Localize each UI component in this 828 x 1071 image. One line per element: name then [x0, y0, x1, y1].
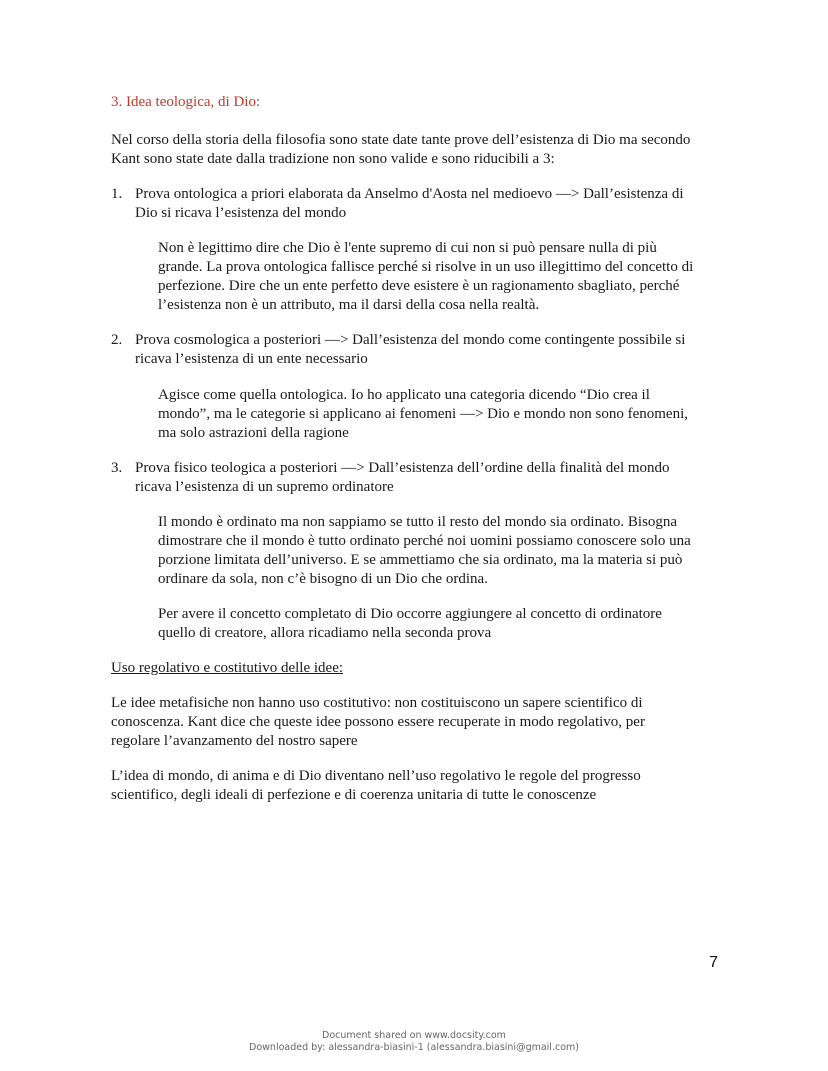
page-number: 7: [709, 954, 718, 971]
intro-line-1: Nel corso della storia della filosofia sono state date tante prove dell’esistenza di Dio ma secondo: [111, 132, 691, 148]
paragraph-1-line-3: regolare l’avanzamento del nostro sapere: [111, 733, 358, 749]
paragraph-1-line-1: Le idee metafisiche non hanno uso costitutivo: non costituiscono un sapere scientifico di: [111, 695, 643, 711]
proof-3-title-line-2: ricava l’esistenza di un supremo ordinatore: [135, 479, 394, 495]
proof-2-number: 2.: [111, 332, 123, 348]
proof-1-title-line-2: Dio si ricava l’esistenza del mondo: [135, 205, 347, 221]
proof-2-explanation-line-2: mondo”, ma le categorie si applicano ai fenomeni —> Dio e mondo non sono fenomeni,: [158, 406, 688, 422]
proof-2-title-line-2: ricava l’esistenza di un ente necessario: [135, 351, 368, 367]
proof-1-explanation-line-3: perfezione. Dire che un ente perfetto deve esistere è un ragionamento sbagliato, perché: [158, 278, 680, 294]
section-heading: 3. Idea teologica, di Dio:: [111, 94, 261, 110]
proof-1-explanation-line-4: l’esistenza non è un attributo, ma il darsi della cosa nella realtà.: [158, 297, 540, 313]
proof-3-note-line-1: Per avere il concetto completato di Dio occorre aggiungere al concetto di ordinatore: [158, 606, 662, 622]
footer-shared-line: Document shared on www.docsity.com: [322, 1030, 506, 1041]
proof-2-title-line-1: Prova cosmologica a posteriori —> Dall’esistenza del mondo come contingente possibile si: [135, 332, 686, 348]
proof-3-explanation-line-2: dimostrare che il mondo è tutto ordinato perché noi uomini possiamo conoscere solo una: [158, 533, 691, 549]
section-title: Uso regolativo e costitutivo delle idee:: [111, 660, 344, 676]
proof-3-explanation-line-4: ordinare da sola, non c’è bisogno di un Dio che ordina.: [158, 571, 488, 587]
proof-3-title-line-1: Prova fisico teologica a posteriori —> Dall’esistenza dell’ordine della finalità del mondo: [135, 460, 670, 476]
intro-line-2: Kant sono state date dalla tradizione non sono valide e sono riducibili a 3:: [111, 151, 555, 167]
footer-downloaded-line: Downloaded by: alessandra-biasini-1 (alessandra.biasini@gmail.com): [249, 1042, 579, 1053]
proof-3-explanation-line-3: porzione limitata dell’universo. E se ammettiamo che sia ordinato, ma la materia si può: [158, 552, 683, 568]
proof-1-number: 1.: [111, 186, 123, 202]
paragraph-2-line-2: scientifico, degli ideali di perfezione e di coerenza unitaria di tutte le conoscenze: [111, 787, 597, 803]
proof-1-explanation-line-1: Non è legittimo dire che Dio è l'ente supremo di cui non si può pensare nulla di più: [158, 240, 657, 256]
proof-3-explanation-line-1: Il mondo è ordinato ma non sappiamo se tutto il resto del mondo sia ordinato. Bisogna: [158, 514, 678, 530]
proof-3-number: 3.: [111, 460, 123, 476]
proof-1-explanation-line-2: grande. La prova ontologica fallisce perché si risolve in un uso illegittimo del concetto di: [158, 259, 694, 275]
proof-1-title-line-1: Prova ontologica a priori elaborata da Anselmo d'Aosta nel medioevo —> Dall’esistenza di: [135, 186, 684, 202]
paragraph-2-line-1: L’idea di mondo, di anima e di Dio diventano nell’uso regolativo le regole del progresso: [111, 768, 641, 784]
paragraph-1-line-2: conoscenza. Kant dice che queste idee possono essere recuperate in modo regolativo, per: [111, 714, 645, 730]
proof-2-explanation-line-3: ma solo astrazioni della ragione: [158, 425, 349, 441]
proof-2-explanation-line-1: Agisce come quella ontologica. Io ho applicato una categoria dicendo “Dio crea il: [158, 387, 650, 403]
proof-3-note-line-2: quello di creatore, allora ricadiamo nella seconda prova: [158, 625, 492, 641]
